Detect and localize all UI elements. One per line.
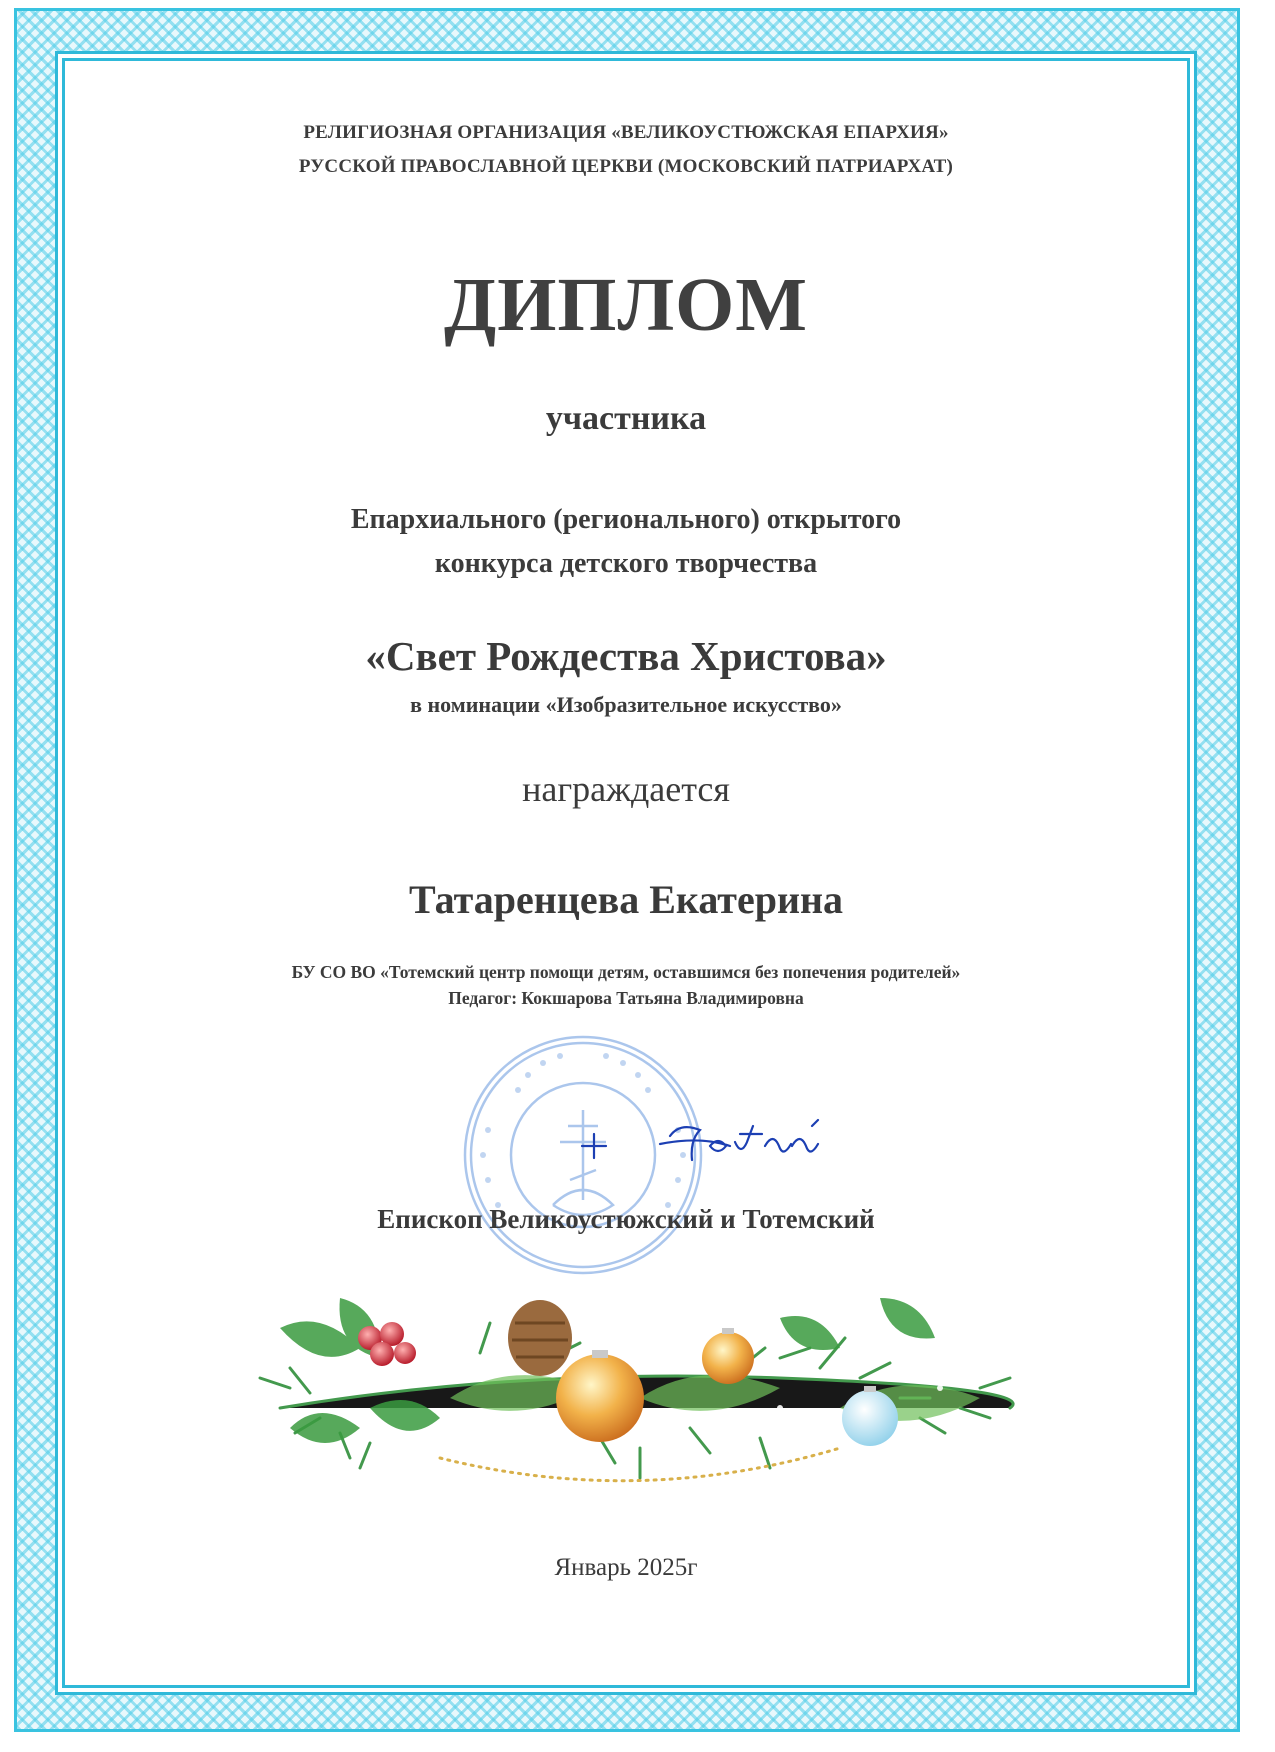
contest-nomination: в номинации «Изобразительное искусство» [410,692,842,717]
contest-name: «Свет Рождества Христова» [365,633,887,679]
diploma-content [70,66,1182,1680]
organization-line-2: РУССКОЙ ПРАВОСЛАВНОЙ ЦЕРКВИ (МОСКОВСКИЙ ПАТРИАРХАТ) [298,156,954,177]
awarded-label: награждается [522,769,730,809]
contest-line-1: Епархиального (регионального) открытого [350,504,902,535]
signature-icon [560,1106,870,1176]
contest-line-2: конкурса детского творчества [434,548,818,579]
teacher-name: Педагог: Кокшарова Татьяна Владимировна [448,988,804,1008]
recipient-name: Татаренцева Екатерина [408,877,844,922]
issue-date: Январь 2025г [554,1554,698,1581]
signer-position: Епископ Великоустюжский и Тотемский [377,1204,875,1234]
institution-name: БУ СО ВО «Тотемский центр помощи детям, оставшимся без попечения родителей» [291,962,961,982]
diploma-subtitle: участника [545,400,707,437]
diploma-title: ДИПЛОМ [444,263,808,347]
christmas-garland-icon [220,1258,1040,1518]
organization-line-1: РЕЛИГИОЗНАЯ ОРГАНИЗАЦИЯ «ВЕЛИКОУСТЮЖСКАЯ ЕПАРХИЯ» [303,122,949,143]
